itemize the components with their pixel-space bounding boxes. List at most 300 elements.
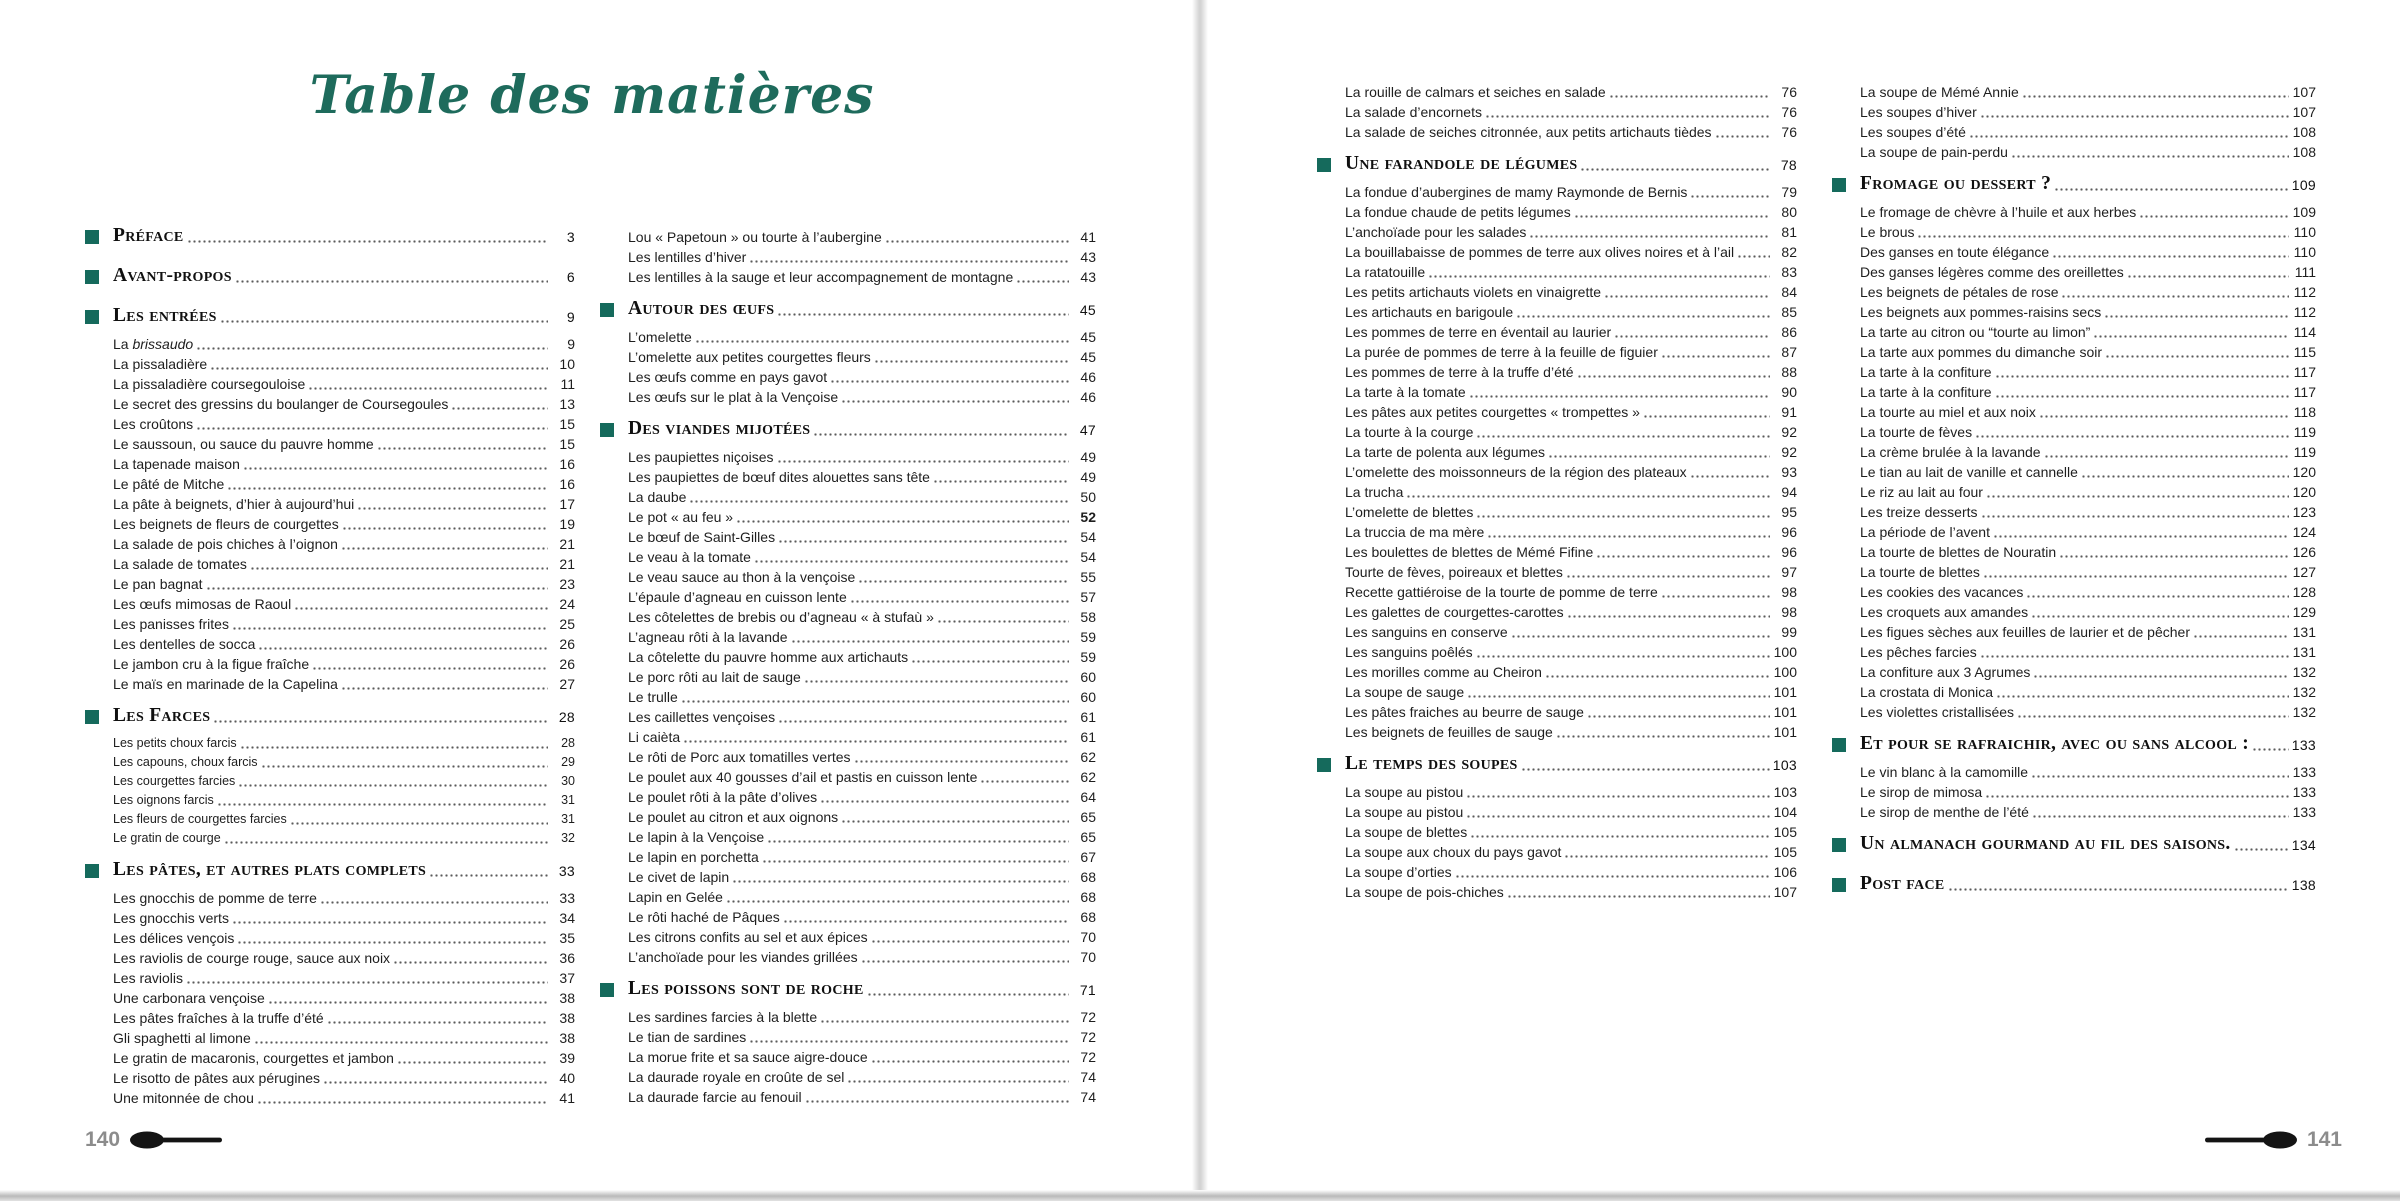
dotted-leader xyxy=(240,734,548,753)
entry-page-number: 101 xyxy=(1773,684,1797,700)
entry-page-number: 32 xyxy=(561,831,575,845)
entry-title: Des ganses légères comme des oreillettes xyxy=(1860,264,2124,280)
entry-page-number: 65 xyxy=(1080,829,1096,845)
section-title: Autour des œufs xyxy=(628,298,775,319)
entry-page-number: 26 xyxy=(559,636,575,652)
entry-page-number: 30 xyxy=(561,774,575,788)
dotted-leader xyxy=(2127,262,2289,282)
dotted-leader xyxy=(1661,342,1770,362)
entry-title: Les pommes de terre à la truffe d’été xyxy=(1345,364,1574,380)
entry-page-number: 50 xyxy=(1080,489,1096,505)
entry-page-number: 39 xyxy=(559,1050,575,1066)
entry-page-number: 62 xyxy=(1080,749,1096,765)
dotted-leader xyxy=(196,334,548,354)
entry-title: La soupe de blettes xyxy=(1345,824,1468,840)
dotted-leader xyxy=(820,787,1069,807)
toc-entry-row xyxy=(1860,142,2316,162)
toc-entry-row xyxy=(628,867,1096,887)
section-title: Préface xyxy=(113,225,184,246)
entry-title: La pissaladière xyxy=(113,356,208,372)
entry-title: La daube xyxy=(628,489,687,505)
section-bullet-icon xyxy=(1832,878,1846,892)
toc-entry-row xyxy=(628,767,1096,787)
left-page-footer xyxy=(85,1128,225,1152)
entry-page-number: 104 xyxy=(1773,804,1797,820)
toc-entry-row xyxy=(1860,282,2316,302)
entry-title: Lou « Papetoun » ou tourte à l’aubergine xyxy=(628,229,882,245)
dotted-leader xyxy=(1587,702,1770,722)
entry-page-number: 115 xyxy=(2293,344,2316,360)
toc-entry-row xyxy=(113,829,575,848)
entry-title: La côtelette du pauvre homme aux artichauts xyxy=(628,649,909,665)
entry-title: La soupe de pain-perdu xyxy=(1860,144,2008,160)
entry-title: Le riz au lait au four xyxy=(1860,484,1983,500)
toc-section-row xyxy=(628,417,1096,441)
toc-entry-row xyxy=(113,414,575,434)
entry-page-number: 24 xyxy=(559,596,575,612)
entry-title: Le vin blanc à la camomille xyxy=(1860,764,2029,780)
dotted-leader xyxy=(1521,752,1770,776)
toc-entry-row xyxy=(1860,342,2316,362)
toc-entry-row xyxy=(113,753,575,772)
entry-title: Les pommes de terre en éventail au laurier xyxy=(1345,324,1612,340)
entry-page-number: 117 xyxy=(2293,384,2316,400)
toc-entry-row xyxy=(628,847,1096,867)
toc-column-right-2 xyxy=(1860,82,2316,902)
entry-page-number: 16 xyxy=(559,476,575,492)
entry-title: La tarte à la confiture xyxy=(1860,364,1992,380)
toc-entry-row xyxy=(113,810,575,829)
entry-page-number: 128 xyxy=(2292,584,2316,600)
entry-page-number: 111 xyxy=(2294,264,2316,280)
dotted-leader xyxy=(1690,182,1770,202)
dotted-leader xyxy=(2081,462,2289,482)
dotted-leader xyxy=(1983,562,2289,582)
dotted-leader xyxy=(778,527,1069,547)
entry-page-number: 74 xyxy=(1080,1089,1096,1105)
toc-entry-row xyxy=(1345,822,1797,842)
entry-page-number: 59 xyxy=(1080,649,1096,665)
entry-title: La pissaladière coursegouloise xyxy=(113,376,306,392)
entry-page-number: 103 xyxy=(1773,784,1797,800)
entry-title: Les treize desserts xyxy=(1860,504,1978,520)
entry-page-number: 58 xyxy=(1080,609,1096,625)
entry-title: Une mitonnée de chou xyxy=(113,1090,254,1106)
entry-page-number: 55 xyxy=(1080,569,1096,585)
dotted-leader xyxy=(1980,642,2289,662)
toc-entry-row xyxy=(1345,122,1797,142)
entry-page-number: 98 xyxy=(1781,584,1797,600)
toc-entry-row xyxy=(113,454,575,474)
dotted-leader xyxy=(2059,542,2289,562)
toc-column-left-2 xyxy=(628,227,1096,1107)
entry-page-number: 95 xyxy=(1781,504,1797,520)
entry-page-number: 65 xyxy=(1080,809,1096,825)
entry-title: Les figues sèches aux feuilles de laurier et de pêcher xyxy=(1860,624,2190,640)
entry-title: Les petits choux farcis xyxy=(113,736,237,750)
entry-page-number: 138 xyxy=(2291,877,2316,893)
entry-title: La salade d’encornets xyxy=(1345,104,1482,120)
entry-title: Une carbonara vençoise xyxy=(113,990,265,1006)
toc-entry-row xyxy=(1860,302,2316,322)
dotted-leader xyxy=(1428,262,1770,282)
entry-title: Les lentilles d’hiver xyxy=(628,249,747,265)
entry-title: Les beignets de fleurs de courgettes xyxy=(113,516,339,532)
dotted-leader xyxy=(1406,482,1770,502)
entry-page-number: 101 xyxy=(1773,724,1797,740)
entry-title: Les délices vençois xyxy=(113,930,235,946)
dotted-leader xyxy=(254,1028,548,1048)
entry-title: Les beignets aux pommes-raisins secs xyxy=(1860,304,2102,320)
dotted-leader xyxy=(393,948,548,968)
entry-title: Les raviolis de courge rouge, sauce aux noix xyxy=(113,950,391,966)
entry-page-number: 71 xyxy=(1079,982,1096,998)
entry-page-number: 133 xyxy=(2292,804,2316,820)
entry-page-number: 61 xyxy=(1080,709,1096,725)
entry-page-number: 107 xyxy=(1773,884,1797,900)
toc-entry-row xyxy=(1860,242,2316,262)
entry-title: Les violettes cristallisées xyxy=(1860,704,2015,720)
entry-page-number: 15 xyxy=(559,436,575,452)
entry-page-number: 36 xyxy=(559,950,575,966)
toc-entry-row xyxy=(113,554,575,574)
dotted-leader xyxy=(250,554,548,574)
section-bullet-icon xyxy=(600,303,614,317)
entry-page-number: 47 xyxy=(1079,422,1096,438)
toc-entry-row xyxy=(628,807,1096,827)
entry-title: La fondue chaude de petits légumes xyxy=(1345,204,1571,220)
toc-entry-row xyxy=(1860,462,2316,482)
entry-page-number: 3 xyxy=(566,229,575,245)
entry-title: Les capouns, choux farcis xyxy=(113,755,258,769)
entry-page-number: 108 xyxy=(2292,124,2316,140)
entry-page-number: 91 xyxy=(1781,404,1797,420)
dotted-leader xyxy=(1548,442,1770,462)
toc-entry-row xyxy=(1345,542,1797,562)
entry-title: Les raviolis xyxy=(113,970,184,986)
entry-title: Le bœuf de Saint-Gilles xyxy=(628,529,776,545)
toc-entry-row xyxy=(628,1007,1096,1027)
dotted-leader xyxy=(847,1067,1069,1087)
entry-title: La tourte de blettes de Nouratin xyxy=(1860,544,2057,560)
entry-page-number: 78 xyxy=(1780,157,1797,173)
dotted-leader xyxy=(1455,862,1770,882)
entry-page-number: 74 xyxy=(1080,1069,1096,1085)
entry-page-number: 38 xyxy=(559,1010,575,1026)
dotted-leader xyxy=(1516,302,1770,322)
entry-title: La soupe de pois-chiches xyxy=(1345,884,1504,900)
entry-page-number: 92 xyxy=(1781,424,1797,440)
toc-entry-row xyxy=(628,667,1096,687)
toc-entry-row xyxy=(628,787,1096,807)
dotted-leader xyxy=(342,514,548,534)
entry-title: Les sanguins poêlés xyxy=(1345,644,1473,660)
dotted-leader xyxy=(1485,102,1770,122)
toc-entry-row xyxy=(113,928,575,948)
entry-page-number: 33 xyxy=(558,863,575,879)
entry-page-number: 26 xyxy=(559,656,575,672)
toc-entry-row xyxy=(628,507,1096,527)
entry-page-number: 118 xyxy=(2293,404,2316,420)
toc-entry-row xyxy=(1345,402,1797,422)
entry-page-number: 76 xyxy=(1781,124,1797,140)
entry-page-number: 123 xyxy=(2292,504,2316,520)
entry-page-number: 105 xyxy=(1773,844,1797,860)
entry-page-number: 108 xyxy=(2292,144,2316,160)
toc-entry-row xyxy=(1345,882,1797,902)
entry-title: Tourte de fèves, poireaux et blettes xyxy=(1345,564,1563,580)
entry-page-number: 68 xyxy=(1080,869,1096,885)
entry-page-number: 57 xyxy=(1080,589,1096,605)
entry-page-number: 72 xyxy=(1080,1049,1096,1065)
entry-title: Les pâtes fraiches au beurre de sauge xyxy=(1345,704,1584,720)
entry-page-number: 134 xyxy=(2291,837,2316,853)
entry-title: La crostata di Monica xyxy=(1860,684,1994,700)
entry-title: Le lapin en porchetta xyxy=(628,849,759,865)
dotted-leader xyxy=(2031,762,2289,782)
section-bullet-icon xyxy=(1317,158,1331,172)
dotted-leader xyxy=(1917,222,2289,242)
dotted-leader xyxy=(1487,522,1770,542)
toc-entry-row xyxy=(1345,802,1797,822)
entry-page-number: 54 xyxy=(1080,529,1096,545)
entry-page-number: 110 xyxy=(2293,244,2316,260)
entry-title: L’omelette xyxy=(628,329,692,345)
toc-entry-row xyxy=(1860,622,2316,642)
toc-entry-row xyxy=(628,447,1096,467)
entry-title: Le veau sauce au thon à la vençoise xyxy=(628,569,856,585)
toc-entry-row xyxy=(1345,202,1797,222)
toc-section-row xyxy=(113,704,575,728)
entry-page-number: 105 xyxy=(1773,824,1797,840)
toc-entry-row xyxy=(1860,82,2316,102)
entry-title: Le porc rôti au lait de sauge xyxy=(628,669,801,685)
toc-section-row xyxy=(113,224,575,248)
entry-page-number: 49 xyxy=(1080,469,1096,485)
right-page-number: 141 xyxy=(2306,1128,2342,1151)
entry-page-number: 54 xyxy=(1080,549,1096,565)
entry-title: Le gratin de macaronis, courgettes et jambon xyxy=(113,1050,394,1066)
dotted-leader xyxy=(1643,402,1770,422)
toc-entry-row xyxy=(113,734,575,753)
toc-entry-row xyxy=(113,1008,575,1028)
dotted-leader xyxy=(858,567,1069,587)
dotted-leader xyxy=(778,707,1069,727)
toc-entry-row xyxy=(628,587,1096,607)
entry-title: Le lapin à la Vençoise xyxy=(628,829,765,845)
toc-entry-row xyxy=(1345,182,1797,202)
section-bullet-icon xyxy=(85,310,99,324)
entry-title: Le veau à la tomate xyxy=(628,549,751,565)
entry-title: Les lentilles à la sauge et leur accompagnement de montagne xyxy=(628,269,1014,285)
dotted-leader xyxy=(1737,242,1770,262)
dotted-leader xyxy=(2044,442,2289,462)
dotted-leader xyxy=(320,888,548,908)
dotted-leader xyxy=(232,908,548,928)
toc-entry-row xyxy=(628,927,1096,947)
dotted-leader xyxy=(2093,322,2289,342)
entry-page-number: 43 xyxy=(1080,249,1096,265)
dotted-leader xyxy=(2061,282,2289,302)
entry-title: Le rôti de Porc aux tomatilles vertes xyxy=(628,749,851,765)
dotted-leader xyxy=(327,1008,548,1028)
entry-page-number: 46 xyxy=(1080,389,1096,405)
entry-page-number: 46 xyxy=(1080,369,1096,385)
dotted-leader xyxy=(357,494,548,514)
toc-entry-row xyxy=(1345,582,1797,602)
entry-title: La tourte de fèves xyxy=(1860,424,1973,440)
toc-entry-row xyxy=(1345,842,1797,862)
entry-title: Le sirop de mimosa xyxy=(1860,784,1983,800)
entry-page-number: 97 xyxy=(1781,564,1797,580)
entry-page-number: 133 xyxy=(2292,784,2316,800)
toc-entry-row xyxy=(1860,662,2316,682)
entry-title: La salade de pois chiches à l’oignon xyxy=(113,536,338,552)
entry-page-number: 119 xyxy=(2293,424,2316,440)
toc-entry-row xyxy=(113,334,575,354)
entry-page-number: 133 xyxy=(2291,737,2316,753)
toc-entry-row xyxy=(628,747,1096,767)
dotted-leader xyxy=(1564,842,1770,862)
entry-title: Les soupes d’hiver xyxy=(1860,104,1977,120)
entry-title: La ratatouille xyxy=(1345,264,1426,280)
dotted-leader xyxy=(1995,382,2289,402)
dotted-leader xyxy=(2022,82,2289,102)
toc-section-row xyxy=(1860,732,2316,756)
toc-entry-row xyxy=(1345,382,1797,402)
toc-entry-row xyxy=(113,514,575,534)
dotted-leader xyxy=(1985,782,2289,802)
entry-title: La fondue d’aubergines de mamy Raymonde de Bernis xyxy=(1345,184,1688,200)
toc-entry-row xyxy=(1860,762,2316,782)
entry-title: Le saussoun, ou sauce du pauvre homme xyxy=(113,436,374,452)
dotted-leader xyxy=(2105,342,2289,362)
dotted-leader xyxy=(2139,202,2289,222)
dotted-leader xyxy=(980,767,1069,787)
entry-title: La tapenade maison xyxy=(113,456,240,472)
entry-page-number: 100 xyxy=(1773,664,1797,680)
entry-title: Les œufs mimosas de Raoul xyxy=(113,596,292,612)
toc-entry-row xyxy=(1860,542,2316,562)
dotted-leader xyxy=(1969,122,2289,142)
dotted-leader xyxy=(2031,602,2289,622)
toc-entry-row xyxy=(113,534,575,554)
entry-title: Le gratin de courge xyxy=(113,831,221,845)
toc-entry-row xyxy=(628,1047,1096,1067)
toc-entry-row xyxy=(1860,102,2316,122)
toc-entry-row xyxy=(628,907,1096,927)
entry-page-number: 31 xyxy=(561,793,575,807)
toc-entry-row xyxy=(628,647,1096,667)
dotted-leader xyxy=(871,927,1069,947)
entry-page-number: 38 xyxy=(559,1030,575,1046)
entry-page-number: 90 xyxy=(1781,384,1797,400)
toc-entry-row xyxy=(1860,602,2316,622)
toc-entry-row xyxy=(1860,402,2316,422)
toc-entry-row xyxy=(628,947,1096,967)
dotted-leader xyxy=(2234,832,2289,856)
toc-entry-row xyxy=(628,267,1096,287)
toc-entry-row xyxy=(113,374,575,394)
toc-entry-row xyxy=(1345,222,1797,242)
entry-title: Les pâtes fraîches à la truffe d’été xyxy=(113,1010,324,1026)
entry-title: Le maïs en marinade de la Capelina xyxy=(113,676,338,692)
entry-page-number: 112 xyxy=(2293,284,2316,300)
entry-page-number: 67 xyxy=(1080,849,1096,865)
entry-page-number: 120 xyxy=(2292,484,2316,500)
dotted-leader xyxy=(451,394,548,414)
entry-page-number: 88 xyxy=(1781,364,1797,380)
dotted-leader xyxy=(1574,202,1770,222)
entry-title: La brissaudo xyxy=(113,336,194,352)
entry-page-number: 9 xyxy=(567,336,575,352)
entry-page-number: 93 xyxy=(1781,464,1797,480)
toc-entry-row xyxy=(1345,462,1797,482)
dotted-leader xyxy=(805,1087,1069,1107)
dotted-leader xyxy=(732,867,1069,887)
entry-page-number: 45 xyxy=(1080,329,1096,345)
toc-section-row xyxy=(1345,752,1797,776)
dotted-leader xyxy=(261,753,548,772)
entry-page-number: 119 xyxy=(2293,444,2316,460)
toc-entry-row xyxy=(1860,422,2316,442)
toc-entry-row xyxy=(628,727,1096,747)
entry-page-number: 64 xyxy=(1080,789,1096,805)
dotted-leader xyxy=(1567,602,1770,622)
entry-title: La période de l’avent xyxy=(1860,524,1990,540)
section-title: Les Farces xyxy=(113,705,211,726)
entry-page-number: 126 xyxy=(2292,544,2316,560)
toc-entry-row xyxy=(113,888,575,908)
dotted-leader xyxy=(1661,582,1770,602)
entry-title: Le poulet aux 40 gousses d’ail et pastis en cuisson lente xyxy=(628,769,978,785)
toc-entry-row xyxy=(1860,642,2316,662)
dotted-leader xyxy=(1986,482,2289,502)
dotted-leader xyxy=(290,810,548,829)
dotted-leader xyxy=(2011,142,2289,162)
entry-page-number: 62 xyxy=(1080,769,1096,785)
entry-title: La purée de pommes de terre à la feuille de figuier xyxy=(1345,344,1658,360)
toc-entry-row xyxy=(1860,562,2316,582)
entry-title: Le fromage de chèvre à l’huile et aux herbes xyxy=(1860,204,2137,220)
dotted-leader xyxy=(1995,362,2289,382)
entry-title: Les pêches farcies xyxy=(1860,644,1977,660)
dotted-leader xyxy=(871,1047,1069,1067)
toc-entry-row xyxy=(628,327,1096,347)
entry-title: Les œufs comme en pays gavot xyxy=(628,369,828,385)
entry-page-number: 68 xyxy=(1080,909,1096,925)
entry-page-number: 132 xyxy=(2292,684,2316,700)
toc-entry-row xyxy=(628,227,1096,247)
entry-title: Les beignets de pétales de rose xyxy=(1860,284,2059,300)
entry-page-number: 96 xyxy=(1781,524,1797,540)
entry-title: Des ganses en toute élégance xyxy=(1860,244,2050,260)
entry-title: Les croquets aux amandes xyxy=(1860,604,2029,620)
toc-section-row xyxy=(628,297,1096,321)
entry-title: Le poulet rôti à la pâte d’olives xyxy=(628,789,818,805)
toc-entry-row xyxy=(113,1048,575,1068)
entry-page-number: 109 xyxy=(2292,204,2316,220)
dotted-leader xyxy=(2033,662,2289,682)
entry-page-number: 92 xyxy=(1781,444,1797,460)
entry-title: La truccia de ma mère xyxy=(1345,524,1485,540)
entry-title: La tourte au miel et aux noix xyxy=(1860,404,2036,420)
entry-title: Les gnocchis verts xyxy=(113,910,229,926)
toc-entry-row xyxy=(1860,682,2316,702)
entry-page-number: 87 xyxy=(1781,344,1797,360)
dotted-leader xyxy=(257,1088,548,1108)
toc-entry-row xyxy=(1345,502,1797,522)
